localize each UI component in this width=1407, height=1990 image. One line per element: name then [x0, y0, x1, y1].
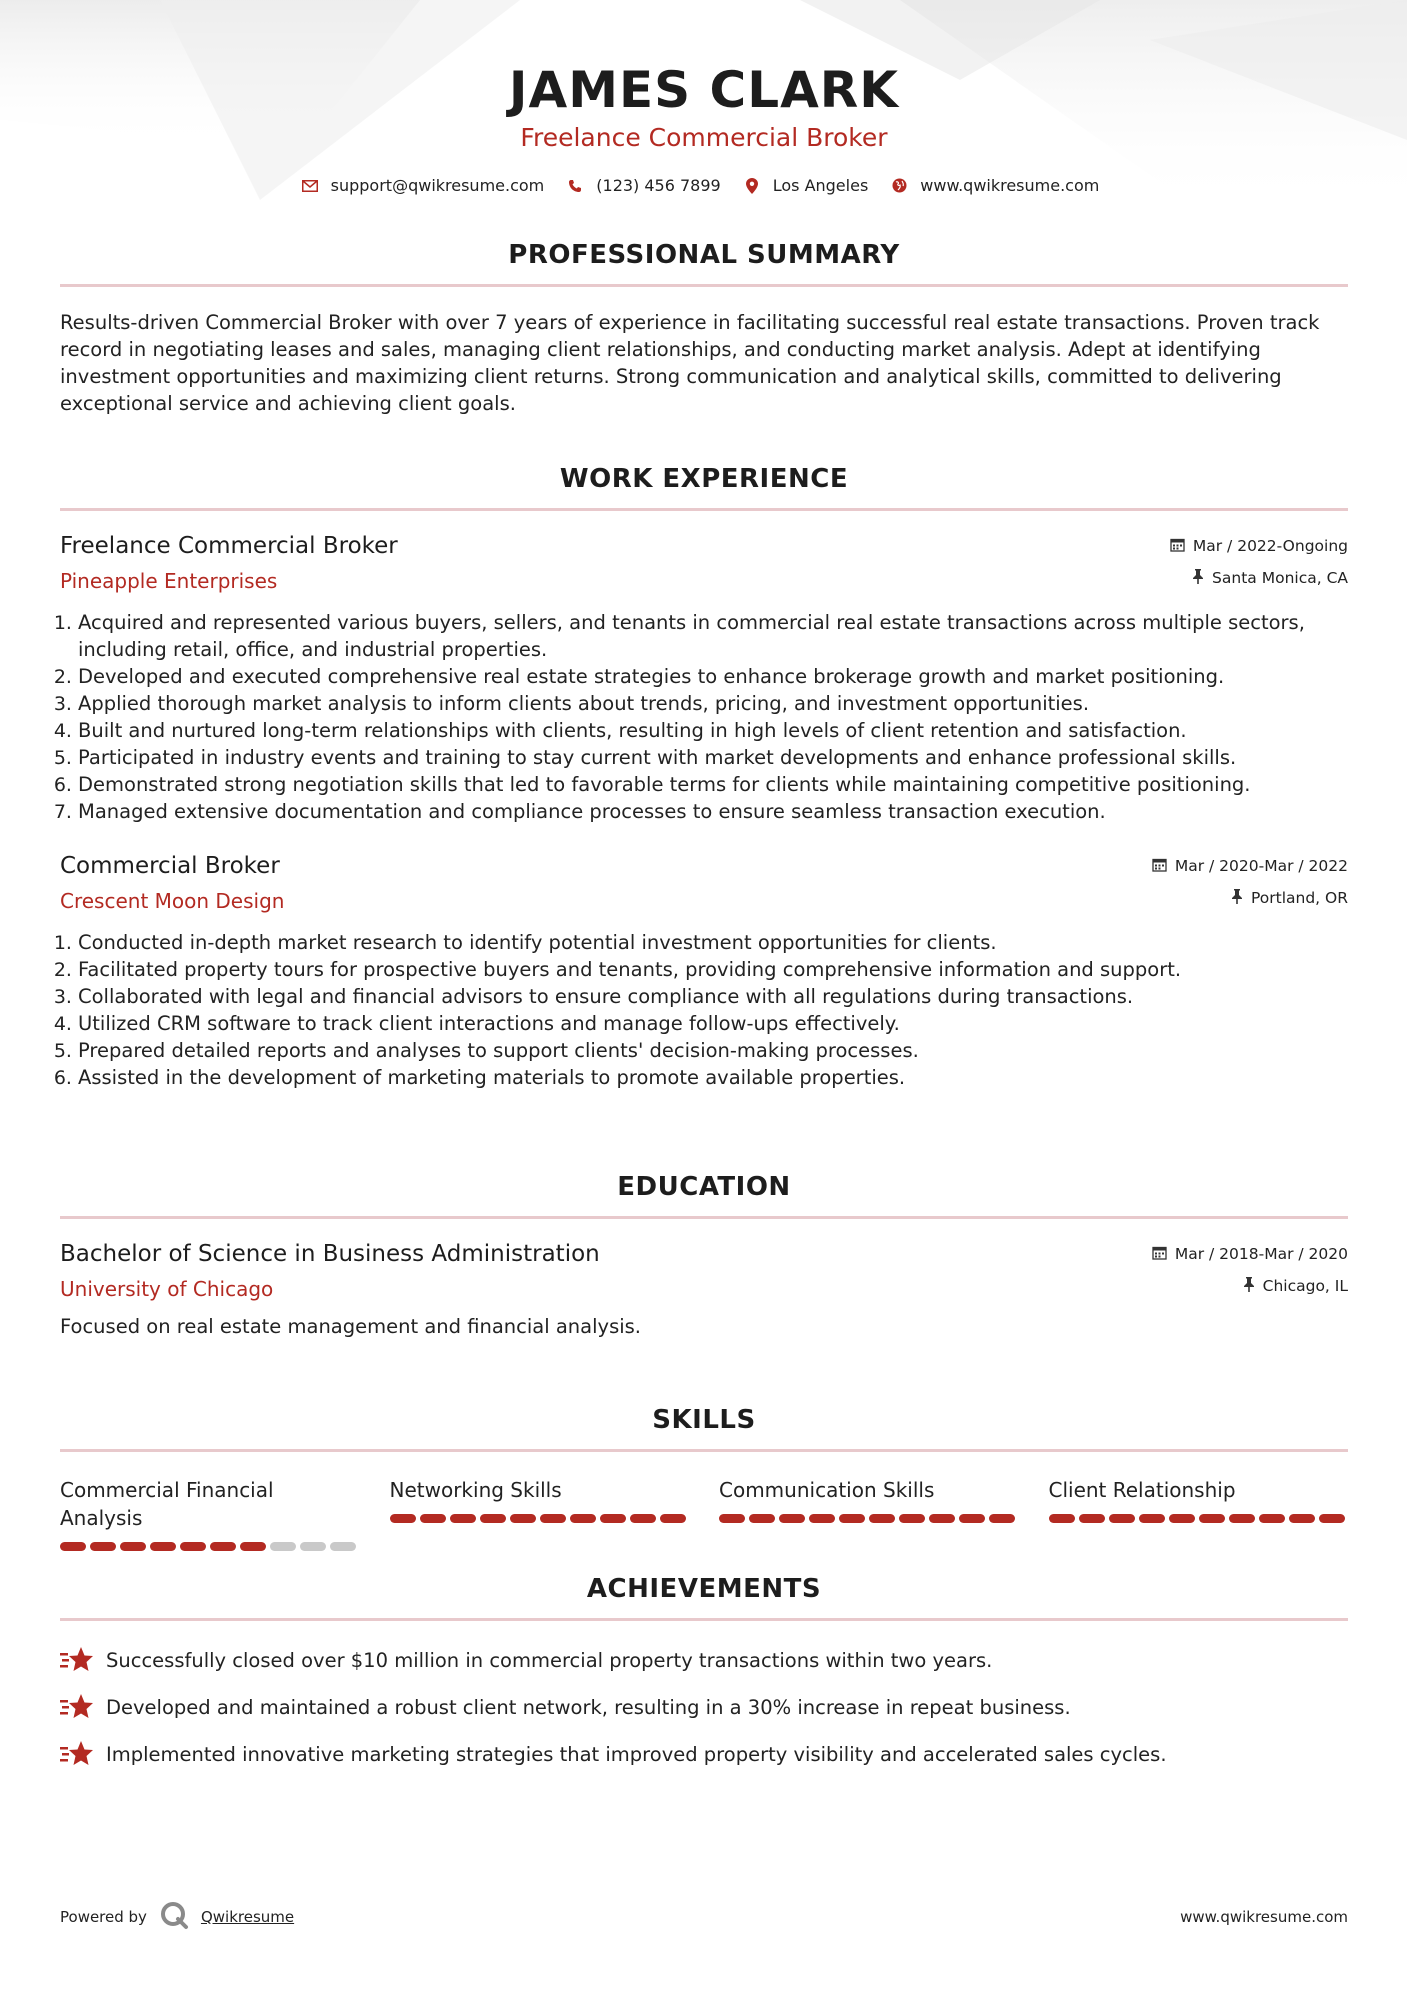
star-icon	[60, 1692, 94, 1722]
star-icon	[60, 1739, 94, 1769]
skill-segment-filled	[1229, 1514, 1255, 1523]
skill-segment-filled	[480, 1514, 506, 1523]
summary-text: Results-driven Commercial Broker with over 7 years of experience in facilitating successful real estate transactions. Proven track record in negotiating leases and sales, managing client relationships, and conducting market analysis. Adept at identifying investment opportunities and maximizing client returns. Strong communication and analytical skills, committed to delivering exceptional service and achieving client goals.	[60, 311, 1320, 415]
education-location: Chicago, IL	[1243, 1277, 1348, 1296]
skill-segment-empty	[300, 1542, 326, 1551]
education-section	[60, 1170, 1348, 1340]
degree-title: Bachelor of Science in Business Administration	[60, 1241, 600, 1267]
summary-heading: PROFESSIONAL SUMMARY	[508, 240, 900, 270]
pushpin-icon	[1231, 889, 1243, 908]
skill-name: Networking Skills	[389, 1478, 562, 1502]
skill-segment-filled	[120, 1542, 146, 1551]
skill-segment-filled	[660, 1514, 686, 1523]
job-dates: Mar / 2022-Ongoing	[1170, 537, 1348, 556]
skill-segment-filled	[1049, 1514, 1075, 1523]
footer-website[interactable]: www.qwikresume.com	[1180, 1908, 1348, 1926]
skill-segment-filled	[510, 1514, 536, 1523]
skill-segment-filled	[1139, 1514, 1165, 1523]
skill-segment-filled	[1199, 1514, 1225, 1523]
location-text: Los Angeles	[772, 176, 869, 195]
skill-segment-filled	[809, 1514, 835, 1523]
pushpin-icon	[1243, 1277, 1255, 1296]
skill-segment-filled	[839, 1514, 865, 1523]
achievements-heading: ACHIEVEMENTS	[586, 1574, 822, 1604]
skill-item	[390, 1476, 690, 1551]
skill-segment-filled	[150, 1542, 176, 1551]
skill-segment-filled	[570, 1514, 596, 1523]
skill-name: Communication Skills	[719, 1478, 935, 1502]
footer	[60, 1900, 1348, 1934]
phone-icon	[566, 177, 584, 195]
skill-segment-empty	[270, 1542, 296, 1551]
skill-segment-filled	[1289, 1514, 1315, 1523]
job-title: Freelance Commercial Broker	[60, 533, 398, 559]
skill-segment-filled	[719, 1514, 745, 1523]
calendar-icon	[1170, 537, 1185, 556]
skill-segment-filled	[1079, 1514, 1105, 1523]
skill-segment-filled	[749, 1514, 775, 1523]
skill-item	[1049, 1476, 1349, 1551]
list-item: 3. Collaborated with legal and financial advisors to ensure compliance with all regulations during transactions.	[78, 983, 1348, 1010]
list-item: 7. Managed extensive documentation and compliance processes to ensure seamless transaction execution.	[78, 798, 1348, 825]
skill-segment-filled	[540, 1514, 566, 1523]
list-item: 5. Participated in industry events and training to stay current with market developments and enhance professional skills.	[78, 744, 1348, 771]
contact-bar	[60, 176, 1348, 195]
list-item: 6. Demonstrated strong negotiation skills that led to favorable terms for clients while maintaining competitive positioning.	[78, 771, 1348, 798]
skill-level-bar	[390, 1514, 690, 1523]
contact-email[interactable]	[301, 176, 545, 195]
map-pin-icon	[743, 177, 761, 195]
skill-segment-filled	[899, 1514, 925, 1523]
skill-name: Commercial Financial Analysis	[60, 1478, 274, 1530]
skill-segment-filled	[1319, 1514, 1345, 1523]
qwikresume-link[interactable]: Qwikresume	[200, 1908, 295, 1926]
skill-segment-filled	[929, 1514, 955, 1523]
skill-segment-filled	[869, 1514, 895, 1523]
contact-location	[743, 176, 869, 195]
section-divider	[60, 284, 1348, 287]
email-text: support@qwikresume.com	[330, 176, 545, 195]
skill-level-bar	[1049, 1514, 1349, 1523]
candidate-title: Freelance Commercial Broker	[520, 123, 888, 152]
skill-segment-filled	[1109, 1514, 1135, 1523]
skill-segment-filled	[959, 1514, 985, 1523]
job-title: Commercial Broker	[60, 853, 280, 879]
skill-level-bar	[719, 1514, 1019, 1523]
list-item: 3. Applied thorough market analysis to inform clients about trends, pricing, and investment opportunities.	[78, 690, 1348, 717]
website-text: www.qwikresume.com	[920, 176, 1100, 195]
list-item: 2. Developed and executed comprehensive real estate strategies to enhance brokerage growth and market positioning.	[78, 663, 1348, 690]
company-name: Pineapple Enterprises	[60, 569, 278, 593]
section-divider	[60, 508, 1348, 511]
candidate-name: JAMES CLARK	[508, 61, 900, 119]
skill-segment-filled	[989, 1514, 1015, 1523]
skill-segment-filled	[450, 1514, 476, 1523]
achievements-section	[60, 1572, 1348, 1786]
skill-segment-filled	[779, 1514, 805, 1523]
calendar-icon	[1152, 857, 1167, 876]
job-entry	[60, 851, 1348, 1091]
summary-section	[60, 238, 1348, 417]
skill-segment-filled	[420, 1514, 446, 1523]
skill-segment-filled	[90, 1542, 116, 1551]
powered-by-label: Powered by	[60, 1908, 147, 1926]
job-location: Santa Monica, CA	[1192, 569, 1348, 588]
company-name: Crescent Moon Design	[60, 889, 285, 913]
calendar-icon	[1152, 1245, 1167, 1264]
list-item: 4. Utilized CRM software to track client interactions and manage follow-ups effectively.	[78, 1010, 1348, 1037]
contact-phone[interactable]	[566, 176, 720, 195]
globe-icon	[890, 177, 908, 195]
list-item: 6. Assisted in the development of marketing materials to promote available properties.	[78, 1064, 1348, 1091]
list-item: Successfully closed over $10 million in commercial property transactions within two years.	[60, 1645, 1348, 1675]
job-entry	[60, 531, 1348, 825]
skill-segment-filled	[180, 1542, 206, 1551]
list-item: Developed and maintained a robust client network, resulting in a 30% increase in repeat business.	[60, 1692, 1348, 1722]
education-dates: Mar / 2018-Mar / 2020	[1152, 1245, 1348, 1264]
school-name: University of Chicago	[60, 1277, 274, 1301]
experience-section	[60, 462, 1348, 1091]
skill-segment-filled	[630, 1514, 656, 1523]
job-location: Portland, OR	[1231, 889, 1348, 908]
phone-text: (123) 456 7899	[596, 176, 721, 195]
list-item: Implemented innovative marketing strategies that improved property visibility and accelerated sales cycles.	[60, 1739, 1348, 1769]
job-dates: Mar / 2020-Mar / 2022	[1152, 857, 1348, 876]
powered-by	[60, 1900, 294, 1934]
pushpin-icon	[1192, 569, 1204, 588]
section-divider	[60, 1216, 1348, 1219]
skill-name: Client Relationship	[1048, 1478, 1236, 1502]
list-item: 5. Prepared detailed reports and analyses to support clients' decision-making processes.	[78, 1037, 1348, 1064]
envelope-icon	[301, 177, 319, 195]
skills-section	[60, 1403, 1348, 1551]
contact-website[interactable]	[890, 176, 1099, 195]
job-bullets	[60, 929, 1348, 1091]
skill-segment-empty	[330, 1542, 356, 1551]
resume-header	[60, 0, 1348, 195]
education-entry	[60, 1239, 1348, 1340]
skill-item	[719, 1476, 1019, 1551]
skill-level-bar	[60, 1542, 360, 1551]
experience-heading: WORK EXPERIENCE	[559, 464, 849, 494]
list-item: 1. Acquired and represented various buyers, sellers, and tenants in commercial real estate transactions across multiple sectors, including retail, office, and industrial properties.	[78, 609, 1348, 663]
skill-segment-filled	[1259, 1514, 1285, 1523]
skill-segment-filled	[210, 1542, 236, 1551]
education-description: Focused on real estate management and financial analysis.	[60, 1315, 642, 1338]
skill-segment-filled	[60, 1542, 86, 1551]
section-divider	[60, 1449, 1348, 1452]
list-item: 1. Conducted in-depth market research to identify potential investment opportunities for clients.	[78, 929, 1348, 956]
list-item: 4. Built and nurtured long-term relationships with clients, resulting in high levels of client retention and satisfaction.	[78, 717, 1348, 744]
resume-page	[60, 0, 1348, 1926]
skill-segment-filled	[390, 1514, 416, 1523]
job-bullets	[60, 609, 1348, 825]
qwikresume-logo-icon	[159, 1900, 189, 1934]
skill-segment-filled	[600, 1514, 626, 1523]
skill-segment-filled	[1169, 1514, 1195, 1523]
list-item: 2. Facilitated property tours for prospective buyers and tenants, providing comprehensive information and support.	[78, 956, 1348, 983]
star-icon	[60, 1645, 94, 1675]
achievements-list	[60, 1645, 1348, 1769]
skill-item	[60, 1476, 360, 1551]
education-heading: EDUCATION	[617, 1172, 791, 1202]
skills-row	[60, 1476, 1348, 1551]
skill-segment-filled	[240, 1542, 266, 1551]
skills-heading: SKILLS	[652, 1405, 756, 1435]
section-divider	[60, 1618, 1348, 1621]
